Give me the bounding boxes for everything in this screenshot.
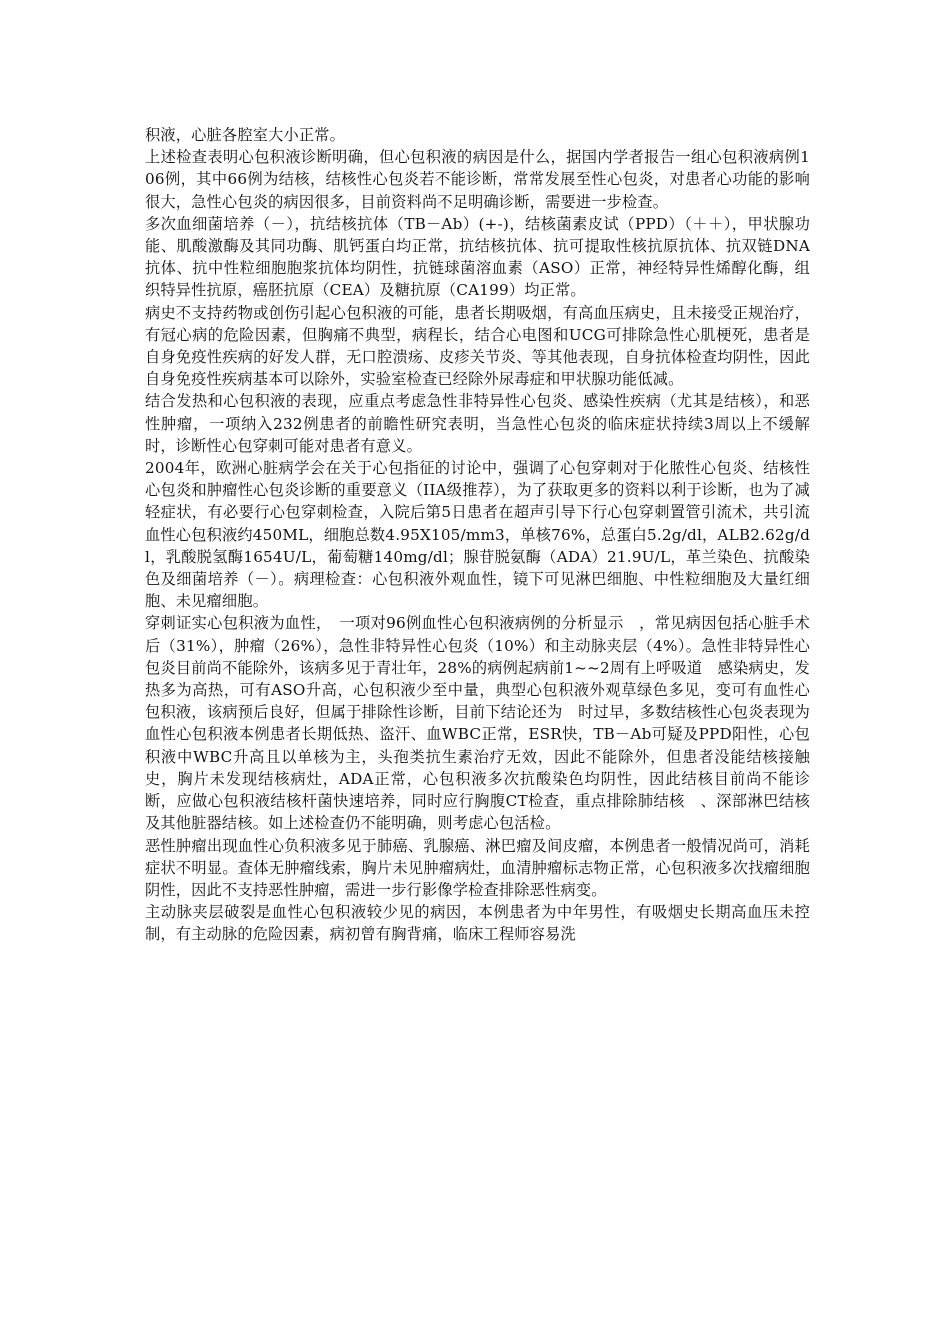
paragraph: 穿刺证实心包积液为血性， 一项对96例血性心包积液病例的分析显示 ，常见病因包括心脏手术后（31%），肿瘤（26%），急性非特异性心包炎（10%）和主动脉夹层（4%）。急性非特异性心包炎目前尚不能除外，该病多见于青壮年，28%的病例起病前1~~2周有上呼吸道 感染病史，发热多为高热，可有ASO升高，心包积液少至中量，典型心包积液外观草绿色多见，变可有血性心包积液，该病预后良好，但属于排除性诊断，目前下结论还为 时过早，多数结核性心包炎表现为血性心包积液本例患者长期低热、盗汗、血WBC正常，ESR快，TB－Ab可疑及PPD阳性，心包积液中WBC升高且以单核为主，头孢类抗生素治疗无效，因此不能除外，但患者没能结核接触史，胸片未发现结核病灶，ADA正常，心包积液多次抗酸染色均阴性，因此结核目前尚不能诊断，应做心包积液结核杆菌快速培养，同时应行胸腹CT检查，重点排除肺结核 、深部淋巴结核及其他脏器结核。如上述检查仍不能明确，则考虑心包活检。 [145, 614, 810, 833]
paragraph: 上述检查表明心包积液诊断明确，但心包积液的病因是什么，据国内学者报告一组心包积液病例106例，其中66例为结核，结核性心包炎若不能诊断，常常发展至性心包炎，对患者心功能的影响很大，急性心包炎的病因很多，目前资料尚不足明确诊断，需要进一步检查。 [145, 148, 810, 211]
paragraph: 积液，心脏各腔室大小正常。 [145, 126, 346, 144]
paragraph: 多次血细菌培养（－），抗结核抗体（TB－Ab）(+-)，结核菌素皮试（PPD）（＋＋），甲状腺功能、肌酸激酶及其同功酶、肌钙蛋白均正常，抗结核抗体、抗可提取性核抗原抗体、抗双链DNA抗体、抗中性粒细胞胞浆抗体均阴性，抗链球菌溶血素（ASO）正常，神经特异性烯醇化酶，组织特异性抗原，癌胚抗原（CEA）及糖抗原（CA199）均正常。 [145, 214, 810, 300]
paragraph: 2004年，欧洲心脏病学会在关于心包指征的讨论中，强调了心包穿刺对于化脓性心包炎、结核性心包炎和肿瘤性心包炎诊断的重要意义（IIA级推荐），为了获取更多的资料以利于诊断，也为了减轻症状，有必要行心包穿刺检查，入院后第5日患者在超声引导下行心包穿刺置管引流术，共引流血性心包积液约450ML，细胞总数4.95X105/mm3，单核76%，总蛋白5.2g/dl，ALB2.62g/dl，乳酸脱氢酶1654U/L，葡萄糖140mg/dl；腺苷脱氨酶（ADA）21.9U/L，革兰染色、抗酸染色及细菌培养（－）。病理检查：心包积液外观血性，镜下可见淋巴细胞、中性粒细胞及大量红细胞、未见瘤细胞。 [145, 459, 810, 611]
paragraph: 病史不支持药物或创伤引起心包积液的可能，患者长期吸烟，有高血压病史，且未接受正规治疗，有冠心病的危险因素，但胸痛不典型，病程长，结合心电图和UCG可排除急性心肌梗死，患者是自身免疫性疾病的好发人群，无口腔溃疡、皮疹关节炎、等其他表现，自身抗体检查均阴性，因此自身免疫性疾病基本可以除外，实验室检查已经除外尿毒症和甲状腺功能低减。 [145, 303, 810, 389]
paragraph: 恶性肿瘤出现血性心负积液多见于肺癌、乳腺癌、淋巴瘤及间皮瘤，本例患者一般情况尚可，消耗症状不明显。查体无肿瘤线索，胸片未见肿瘤病灶，血清肿瘤标志物正常，心包积液多次找瘤细胞阴性，因此不支持恶性肿瘤，需进一步行影像学检查排除恶性病变。 [145, 836, 810, 899]
paragraph: 主动脉夹层破裂是血性心包积液较少见的病因，本例患者为中年男性，有吸烟史长期高血压未控制，有主动脉的危险因素，病初曾有胸背痛，临床工程师容易洗 [145, 903, 810, 944]
paragraph: 结合发热和心包积液的表现，应重点考虑急性非特异性心包炎、感染性疾病（尤其是结核），和恶性肿瘤，一项纳入232例患者的前瞻性研究表明，当急性心包炎的临床症状持续3周以上不缓解时，诊断性心包穿刺可能对患者有意义。 [145, 392, 810, 455]
document-body [145, 124, 810, 946]
